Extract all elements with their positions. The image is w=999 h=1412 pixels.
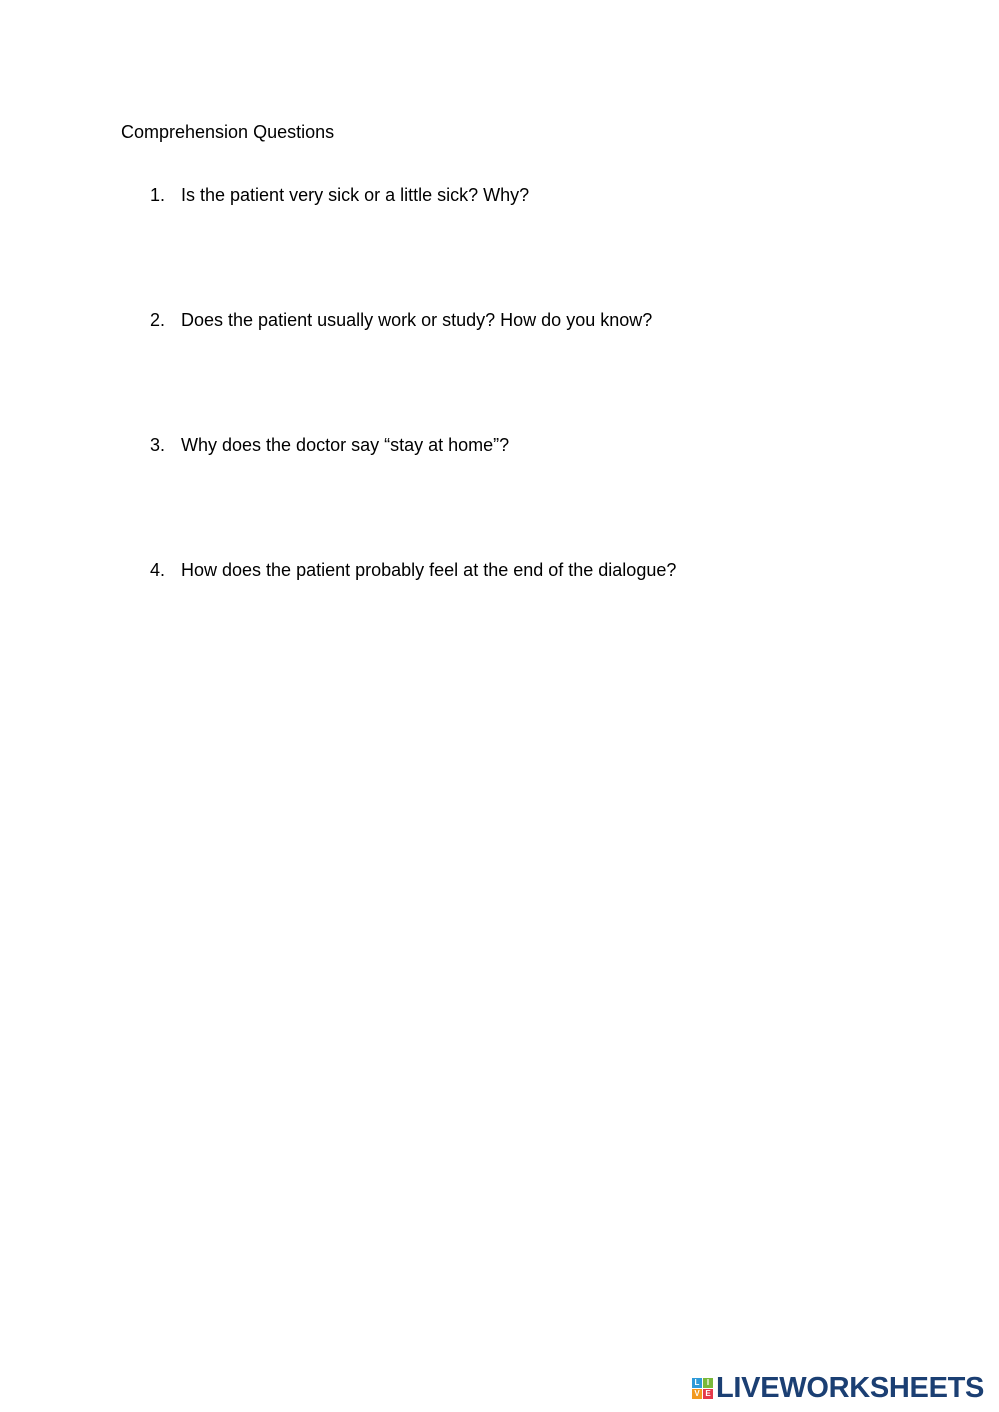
question-number: 3.	[150, 435, 166, 455]
page-title: Comprehension Questions	[121, 122, 335, 142]
logo-cell: V	[692, 1389, 702, 1399]
question-text: How does the patient probably feel at the end of the dialogue?	[181, 560, 677, 580]
question-item	[150, 434, 509, 456]
logo-cell: I	[703, 1378, 713, 1388]
logo-cell: E	[703, 1389, 713, 1399]
logo-text: LIVEWORKSHEETS	[716, 1372, 985, 1404]
question-item	[150, 184, 529, 206]
logo-cell: L	[692, 1378, 702, 1388]
question-text: Does the patient usually work or study? How do you know?	[181, 310, 653, 330]
question-number: 1.	[150, 185, 166, 205]
question-text: Is the patient very sick or a little sick? Why?	[181, 185, 530, 205]
question-number: 4.	[150, 560, 166, 580]
question-text: Why does the doctor say “stay at home”?	[181, 435, 510, 455]
question-item	[150, 309, 652, 331]
question-item	[150, 559, 676, 581]
question-number: 2.	[150, 310, 166, 330]
liveworksheets-logo	[692, 1373, 984, 1403]
liveworksheets-logo-icon	[692, 1378, 713, 1399]
